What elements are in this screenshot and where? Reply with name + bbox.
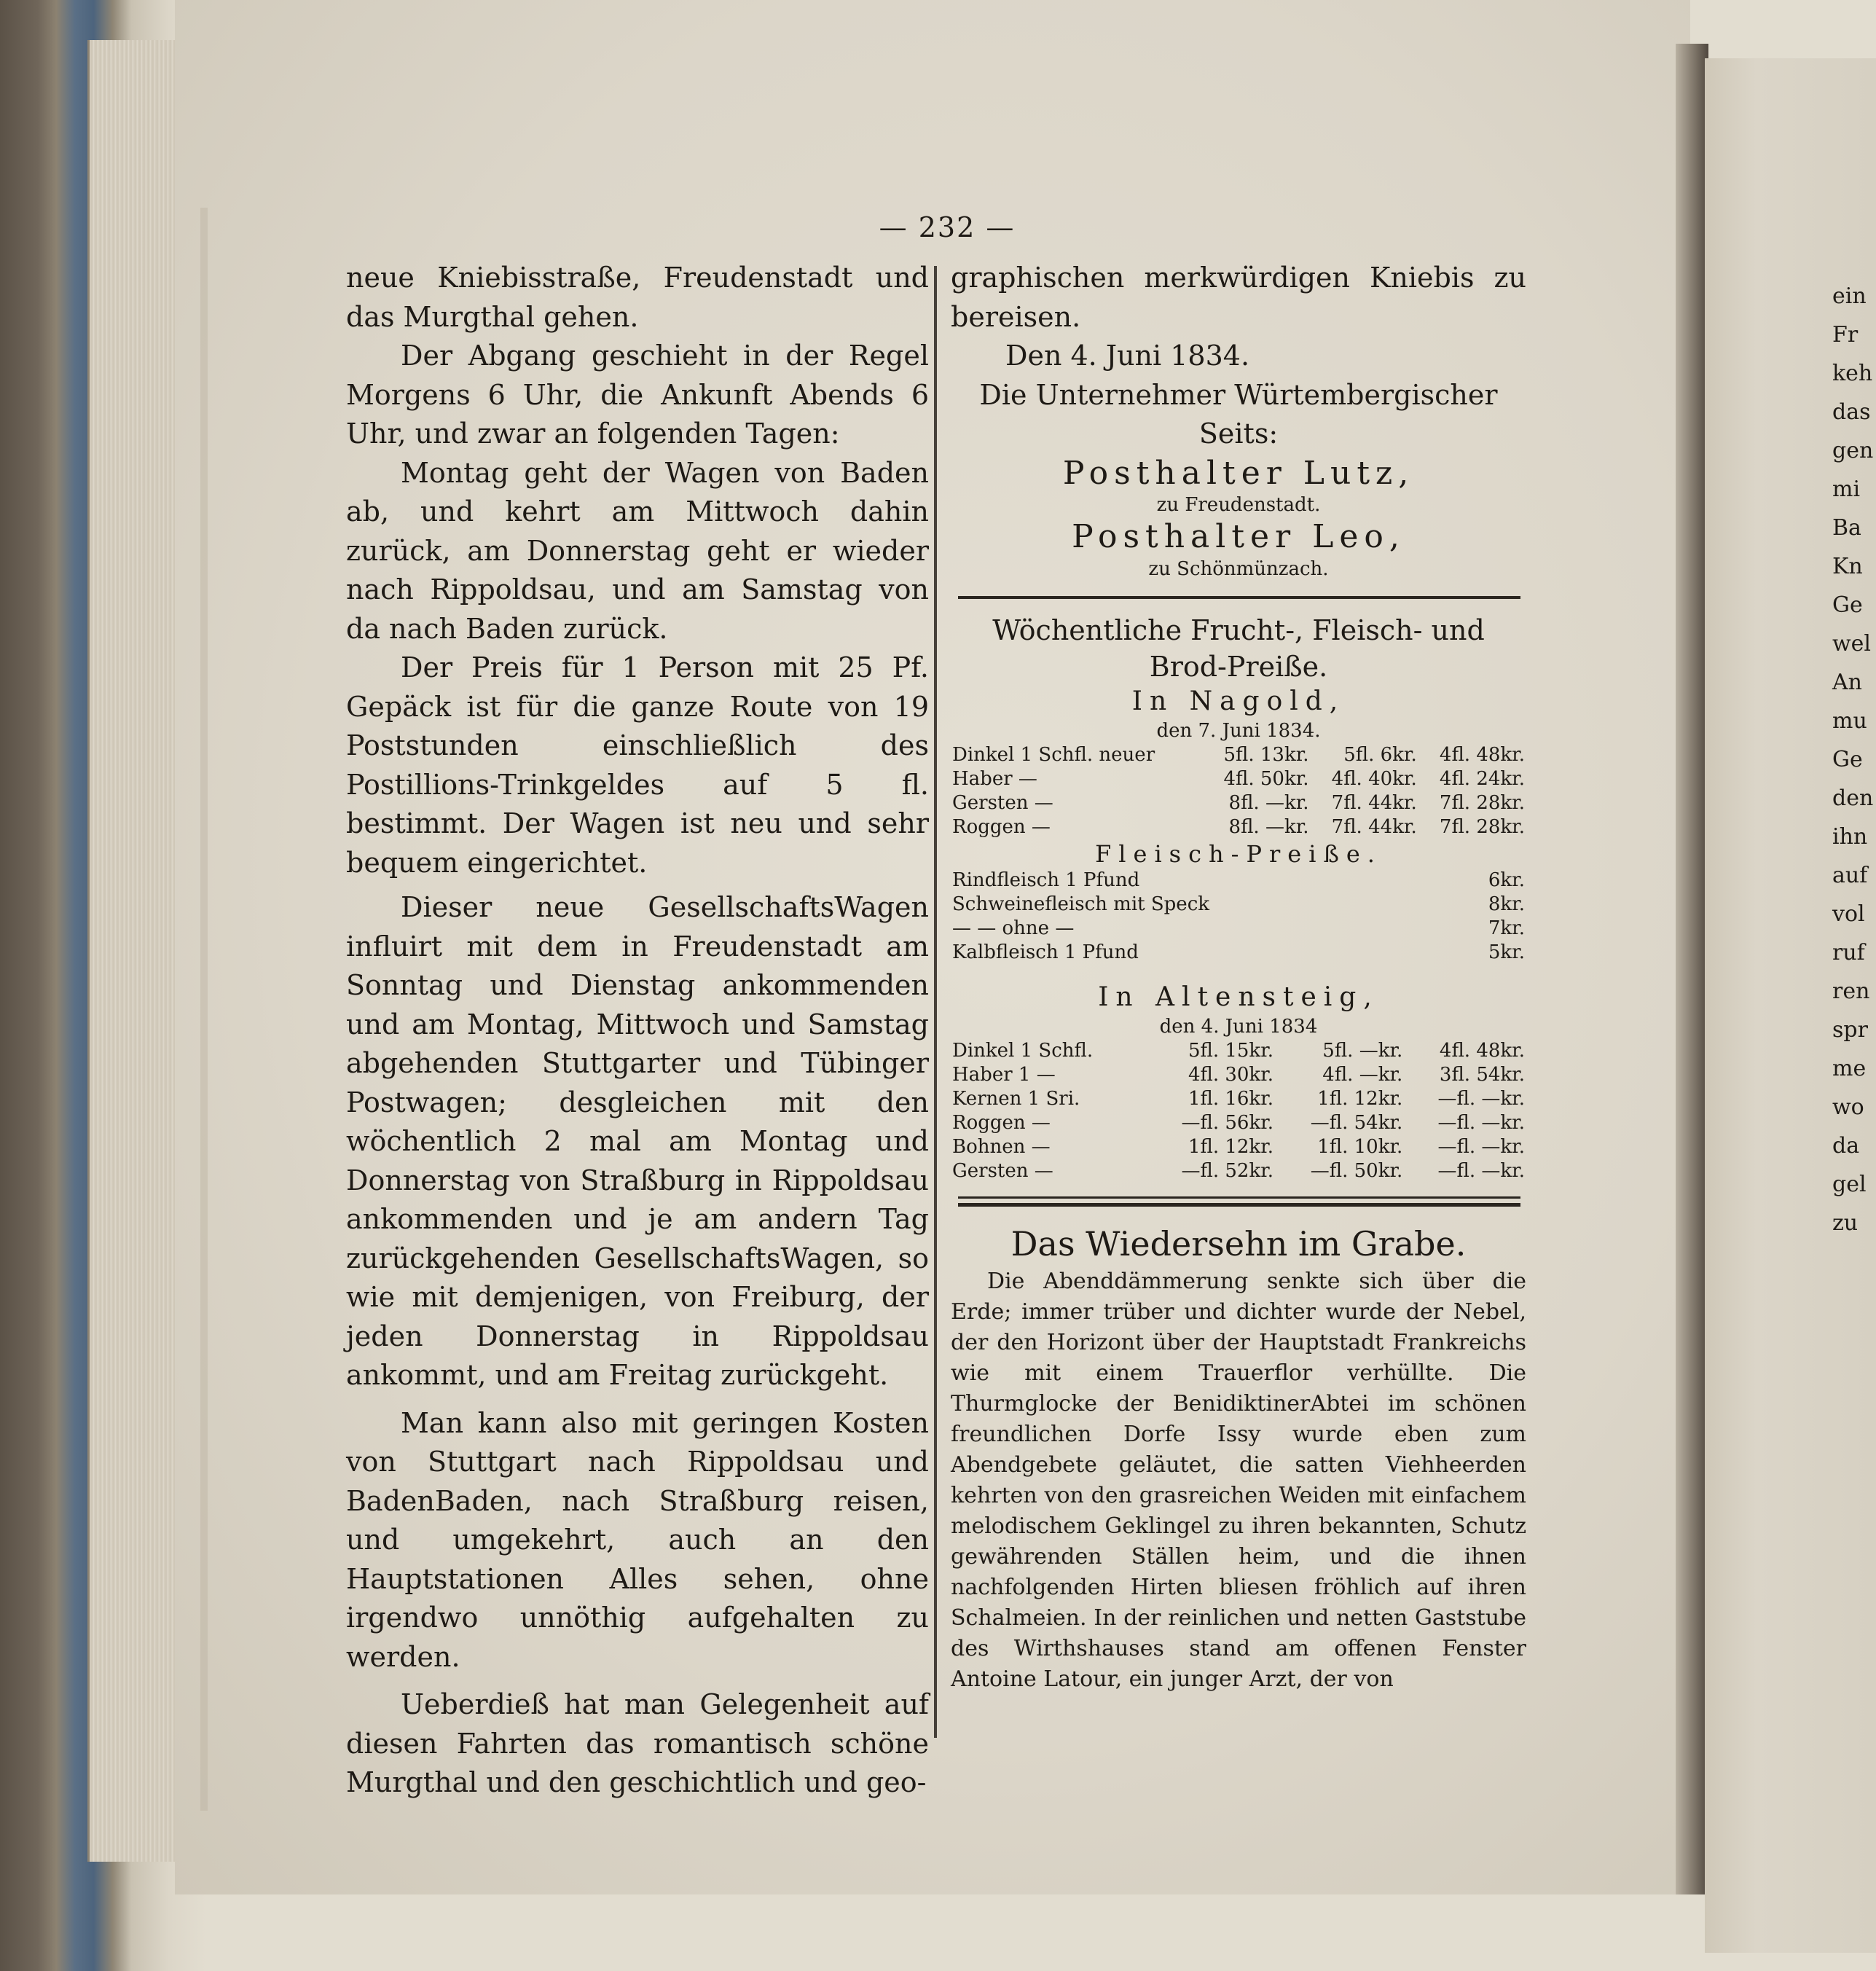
table-cell: 4fl. 24kr. xyxy=(1439,767,1525,790)
signer-name: Posthalter Leo, xyxy=(1072,518,1405,555)
market-title: In Nagold, xyxy=(1131,686,1346,716)
table-row xyxy=(951,893,1526,917)
table-cell: Haber 1 — xyxy=(952,1063,1056,1086)
table-row xyxy=(951,1039,1526,1063)
facing-page-fragment: mi xyxy=(1832,477,1861,502)
book-spine-shadow xyxy=(1676,44,1708,1894)
table-cell: —fl. —kr. xyxy=(1437,1087,1525,1110)
table-cell: —fl. 54kr. xyxy=(1310,1111,1403,1134)
section-double-rule xyxy=(958,1196,1520,1207)
facing-page-fragment: wo xyxy=(1832,1094,1864,1120)
story-text: Die Abenddämmerung senkte sich über die Erde; immer trüber und dichter wurde der Nebel, der den Horizont über der Hauptstadt Frankreichs wie mit einem Trauerflor verhüllte. Die Thurmglocke der BenidiktinerAbtei im schönen freundlichen Dorfe Issy wurde eben zum Abendgebete geläutet, die satten Viehheerden kehrten von den grasreichen Weiden mit einfachem melodischem Geklingel zu ihren bekannten, Schutz gewährenden Ställen heim, und die ihnen nachfolgenden Hirten bliesen fröhlich auf ihren Schalmeien. In der reinlichen und netten Gaststube des Wirthshauses stand am offenen Fenster Antoine Latour, ein junger Arzt, der von xyxy=(951,1268,1526,1692)
table-cell: 5fl. 6kr. xyxy=(1343,743,1417,766)
meat-price-table xyxy=(951,869,1526,965)
facing-page-fragment: Fr xyxy=(1832,322,1859,348)
table-row xyxy=(951,1063,1526,1087)
page-edge-shade xyxy=(200,208,208,1811)
table-cell: 1fl. 16kr. xyxy=(1188,1087,1274,1110)
page-number: — 232 — xyxy=(879,211,1016,243)
market-date: den 7. Juni 1834. xyxy=(1156,719,1321,742)
facing-page-fragment: mu xyxy=(1832,708,1867,734)
facing-page-fragment: auf xyxy=(1832,863,1868,888)
table-cell: — — ohne — xyxy=(952,917,1075,939)
table-cell: 8fl. —kr. xyxy=(1228,815,1309,838)
grain-price-table xyxy=(951,1039,1526,1183)
facing-page-fragment: wel xyxy=(1832,631,1872,657)
table-cell: —fl. —kr. xyxy=(1437,1135,1525,1158)
story-title: Das Wiedersehn im Grabe. xyxy=(1010,1223,1467,1263)
grain-price-table xyxy=(951,743,1526,839)
paragraph: neue Kniebisstraße, Freudenstadt und das Murgthal gehen. xyxy=(346,262,929,333)
table-row xyxy=(951,941,1526,965)
table-cell: 4fl. —kr. xyxy=(1322,1063,1403,1086)
table-cell: Dinkel 1 Schfl. neuer xyxy=(952,743,1155,766)
table-cell: —fl. 50kr. xyxy=(1310,1159,1403,1182)
table-row xyxy=(951,767,1526,791)
table-cell: Bohnen — xyxy=(952,1135,1051,1158)
facing-page-fragment: gel xyxy=(1832,1172,1867,1197)
column-divider xyxy=(934,266,937,1738)
table-cell: Schweinefleisch mit Speck xyxy=(952,893,1210,915)
facing-page-fragment: ein xyxy=(1832,283,1867,309)
market-date: den 4. Juni 1834 xyxy=(1159,1015,1318,1038)
facing-page-fragment: ruf xyxy=(1832,940,1865,965)
table-cell: Haber — xyxy=(952,767,1037,790)
facing-page-fragment: me xyxy=(1832,1056,1867,1081)
section-rule xyxy=(958,596,1520,599)
market-title: In Altensteig, xyxy=(1098,981,1379,1012)
table-cell: 8fl. —kr. xyxy=(1228,791,1309,814)
table-row xyxy=(951,1135,1526,1159)
table-cell: Kalbfleisch 1 Pfund xyxy=(952,941,1139,963)
facing-page-fragment: Ge xyxy=(1832,747,1863,772)
facing-page-fragment: vol xyxy=(1832,901,1865,927)
table-cell: 4fl. 50kr. xyxy=(1223,767,1309,790)
facing-page-fragment: Kn xyxy=(1832,554,1863,579)
table-cell: 5fl. 13kr. xyxy=(1223,743,1309,766)
table-cell: Kernen 1 Sri. xyxy=(952,1087,1080,1110)
table-cell: 4fl. 48kr. xyxy=(1439,1039,1525,1062)
table-cell: 1fl. 12kr. xyxy=(1317,1087,1403,1110)
table-cell: 5fl. 15kr. xyxy=(1188,1039,1274,1062)
facing-page-fragment: gen xyxy=(1832,438,1874,463)
table-cell: 1fl. 10kr. xyxy=(1317,1135,1403,1158)
paragraph: Der Abgang geschieht in der Regel Morgens 6 Uhr, die Ankunft Abends 6 Uhr, und zwar an folgenden Tagen: xyxy=(346,340,929,450)
table-cell: —fl. 56kr. xyxy=(1181,1111,1274,1134)
table-cell: 5kr. xyxy=(1488,941,1525,963)
table-row xyxy=(951,869,1526,893)
facing-page-fragment: ihn xyxy=(1832,824,1868,850)
table-cell: 8kr. xyxy=(1488,893,1525,915)
paragraph: Montag geht der Wagen von Baden ab, und kehrt am Mittwoch dahin zurück, am Donnerstag geht er wieder nach Rippoldsau, und am Samstag von da nach Baden zurück. xyxy=(346,456,929,645)
table-cell: Rindfleisch 1 Pfund xyxy=(952,869,1140,891)
table-cell: 7fl. 44kr. xyxy=(1331,791,1417,814)
table-cell: 7fl. 28kr. xyxy=(1439,815,1525,838)
prices-heading: Wöchentliche Frucht-, Fleisch- und Brod-Preiße. xyxy=(992,614,1485,683)
table-cell: 5fl. —kr. xyxy=(1322,1039,1403,1062)
facing-page-fragment: das xyxy=(1832,399,1871,425)
signer-place: zu Schönmünzach. xyxy=(1148,557,1329,580)
table-row xyxy=(951,917,1526,941)
table-cell: 3fl. 54kr. xyxy=(1439,1063,1525,1086)
table-cell: —fl. —kr. xyxy=(1437,1159,1525,1182)
continued-text: graphischen merkwürdigen Kniebis zu bereisen. xyxy=(951,262,1526,333)
table-cell: 7kr. xyxy=(1488,917,1525,939)
facing-page-fragment: da xyxy=(1832,1133,1860,1159)
right-column xyxy=(951,259,1526,1695)
table-cell: 4fl. 48kr. xyxy=(1439,743,1525,766)
notice-undertakers: Die Unternehmer Würtembergischer Seits: xyxy=(979,378,1498,450)
meat-heading: Fleisch-Preiße. xyxy=(1095,839,1382,868)
table-cell: Gersten — xyxy=(952,1159,1053,1182)
facing-page-fragment: Ba xyxy=(1832,515,1861,541)
facing-page-fragment: spr xyxy=(1832,1017,1868,1043)
notice-date: Den 4. Juni 1834. xyxy=(1005,340,1250,372)
table-cell: —fl. —kr. xyxy=(1437,1111,1525,1134)
table-cell: —fl. 52kr. xyxy=(1181,1159,1274,1182)
table-cell: 6kr. xyxy=(1488,869,1525,891)
table-cell: Gersten — xyxy=(952,791,1053,814)
table-cell: Dinkel 1 Schfl. xyxy=(952,1039,1094,1062)
table-cell: 4fl. 40kr. xyxy=(1331,767,1417,790)
table-row xyxy=(951,791,1526,815)
signer-name: Posthalter Lutz, xyxy=(1062,454,1415,492)
page-edges xyxy=(87,40,188,1862)
table-cell: Roggen — xyxy=(952,815,1051,838)
table-row xyxy=(951,743,1526,767)
table-cell: 7fl. 28kr. xyxy=(1439,791,1525,814)
facing-page-fragment: ren xyxy=(1832,979,1870,1004)
facing-page-fragment: den xyxy=(1832,785,1874,811)
table-row xyxy=(951,1159,1526,1183)
table-row xyxy=(951,1087,1526,1111)
facing-page-fragment: zu xyxy=(1832,1210,1859,1236)
facing-page-fragment: keh xyxy=(1832,361,1873,386)
paragraph: Ueberdieß hat man Gelegenheit auf diesen Fahrten das romantisch schöne Murgthal und den geschichtlich und geo- xyxy=(346,1688,929,1798)
left-column xyxy=(346,259,929,1803)
table-cell: Roggen — xyxy=(952,1111,1051,1134)
table-cell: 7fl. 44kr. xyxy=(1331,815,1417,838)
table-row xyxy=(951,1111,1526,1135)
table-cell: 4fl. 30kr. xyxy=(1188,1063,1274,1086)
table-cell: 1fl. 12kr. xyxy=(1188,1135,1274,1158)
signer-place: zu Freudenstadt. xyxy=(1156,494,1321,516)
paragraph: Man kann also mit geringen Kosten von Stuttgart nach Rippoldsau und BadenBaden, nach Straßburg reisen, und umgekehrt, auch an den Hauptstationen Alles sehen, ohne irgendwo unnöthig aufgehalten zu werden. xyxy=(346,1406,929,1673)
table-row xyxy=(951,815,1526,839)
paragraph: Dieser neue GesellschaftsWagen influirt mit dem in Freudenstadt am Sonntag und Dienstag ankommenden und am Montag, Mittwoch und Samstag abgehenden Stuttgarter und Tübinger Postwagen; desgleichen mit den wöchentlich 2 mal am Montag und Donnerstag von Straßburg in Rippoldsau ankommenden und je am andern Tag zurückgehenden GesellschaftsWagen, so wie mit demjenigen, von Freiburg, der jeden Donnerstag in Rippoldsau ankommt, und am Freitag zurückgeht. xyxy=(346,891,929,1391)
facing-page-fragment: An xyxy=(1832,670,1862,695)
facing-page-fragment: Ge xyxy=(1832,592,1863,618)
paragraph: Der Preis für 1 Person mit 25 Pf. Gepäck ist für die ganze Route von 19 Poststunden einschließlich des Postillions-Trinkgeldes auf 5 fl. bestimmt. Der Wagen ist neu und sehr bequem eingerichtet. xyxy=(346,651,929,879)
